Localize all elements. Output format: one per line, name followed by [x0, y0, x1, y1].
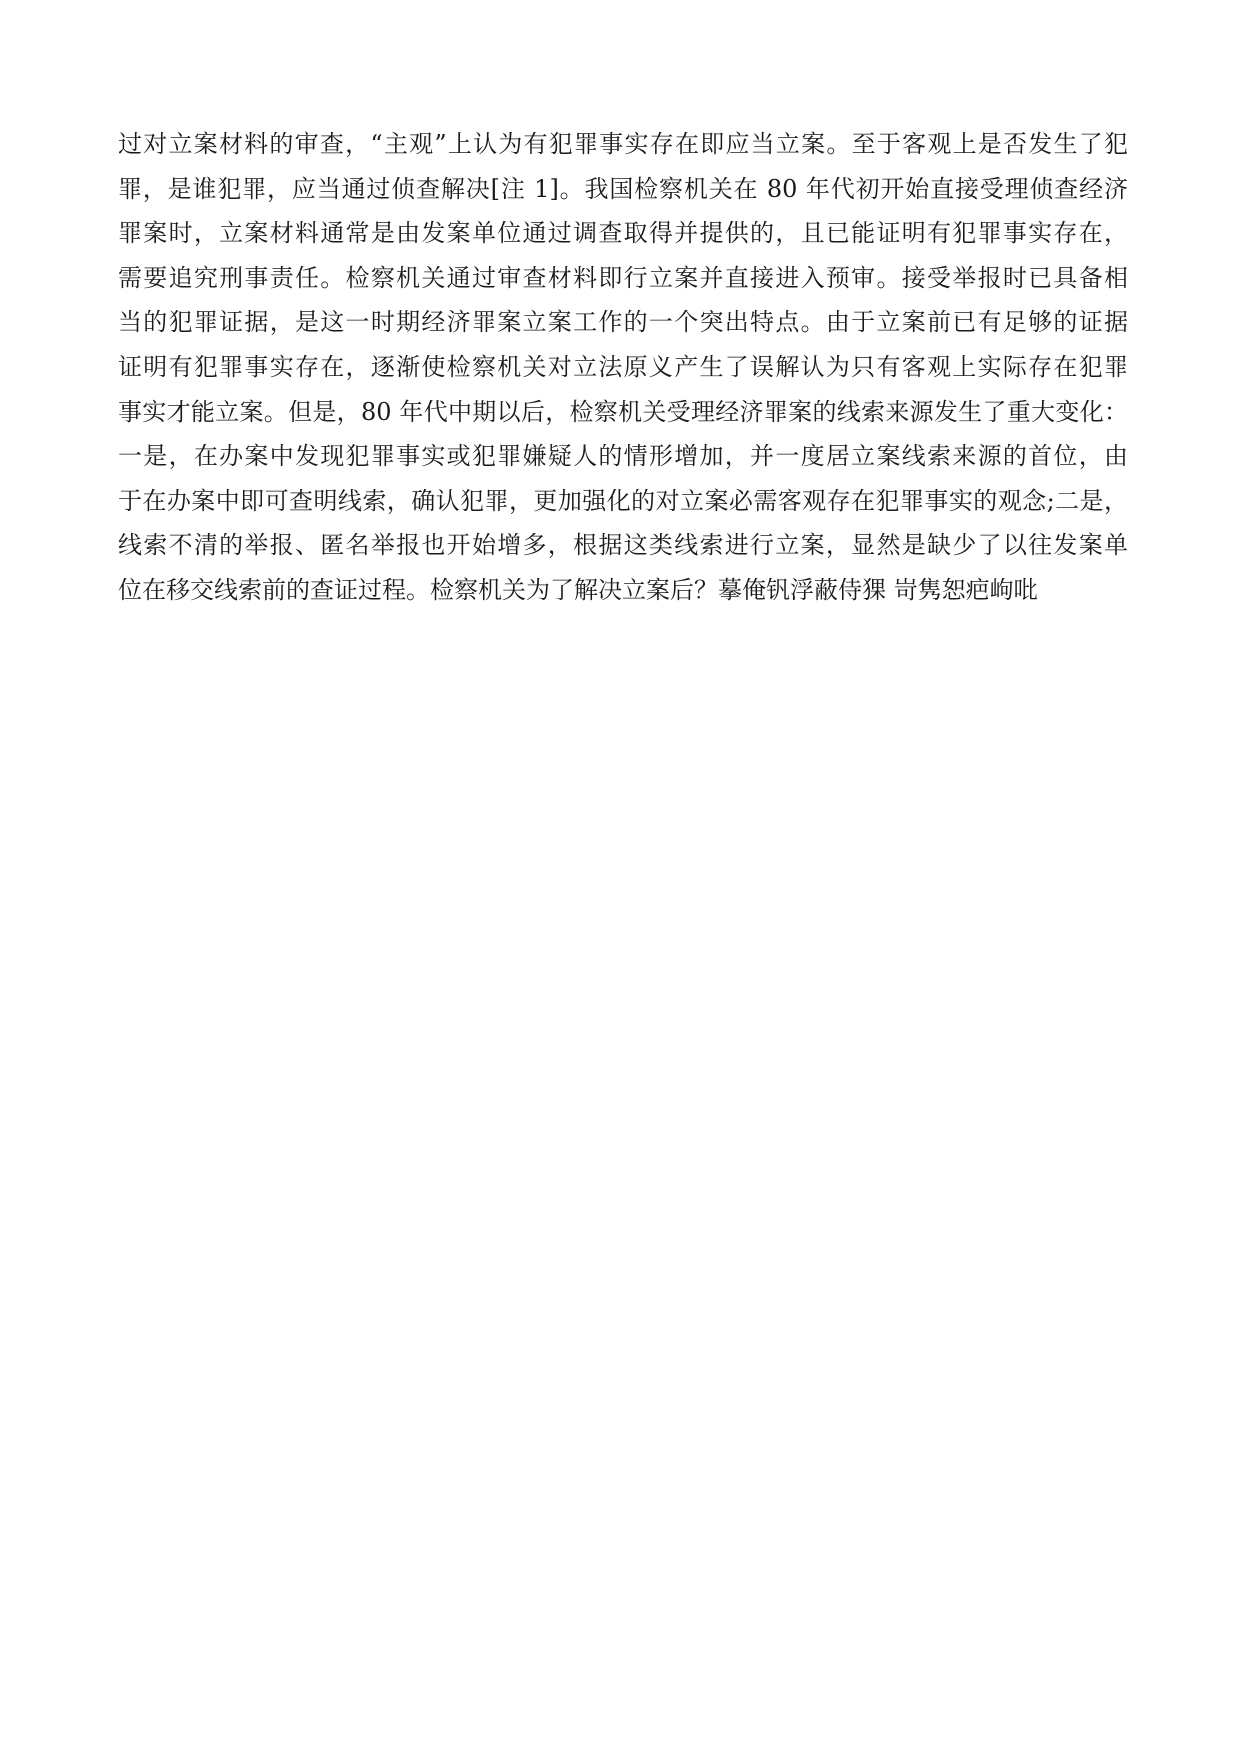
text-line: 需要追究刑事责任。检察机关通过审查材料即行立案并直接进入预审。接受举报时已具备相: [118, 263, 1128, 292]
text-line: 线索不清的举报、匿名举报也开始增多，根据这类线索进行立案，显然是缺少了以往发案单: [118, 531, 1128, 560]
text-line: 一是，在办案中发现犯罪事实或犯罪嫌疑人的情形增加，并一度居立案线索来源的首位，由: [118, 442, 1128, 471]
text-line: 过对立案材料的审查，“主观”上认为有犯罪事实存在即应当立案。至于客观上是否发生了犯: [118, 130, 1128, 158]
body-paragraph: [118, 122, 1128, 613]
text-line: 事实才能立案。但是，80 年代中期以后，检察机关受理经济罪案的线索来源发生了重大变化：: [118, 397, 1128, 426]
text-line: 罪，是谁犯罪，应当通过侦查解决[注 1]。我国检察机关在 80 年代初开始直接受理侦查经济: [118, 174, 1128, 203]
text-line: 当的犯罪证据，是这一时期经济罪案立案工作的一个突出特点。由于立案前已有足够的证据: [118, 308, 1128, 337]
text-line: 罪案时，立案材料通常是由发案单位通过调查取得并提供的，且已能证明有犯罪事实存在，: [118, 219, 1128, 248]
text-line: 位在移交线索前的查证过程。检察机关为了解决立案后？摹俺钒浮蔽侍猓 岢隽恕疤岣吡: [118, 575, 1038, 604]
text-line: 证明有犯罪事实存在，逐渐使检察机关对立法原义产生了误解认为只有客观上实际存在犯罪: [118, 352, 1128, 381]
text-line: 于在办案中即可查明线索，确认犯罪，更加强化的对立案必需客观存在犯罪事实的观念;二是，: [118, 486, 1128, 515]
